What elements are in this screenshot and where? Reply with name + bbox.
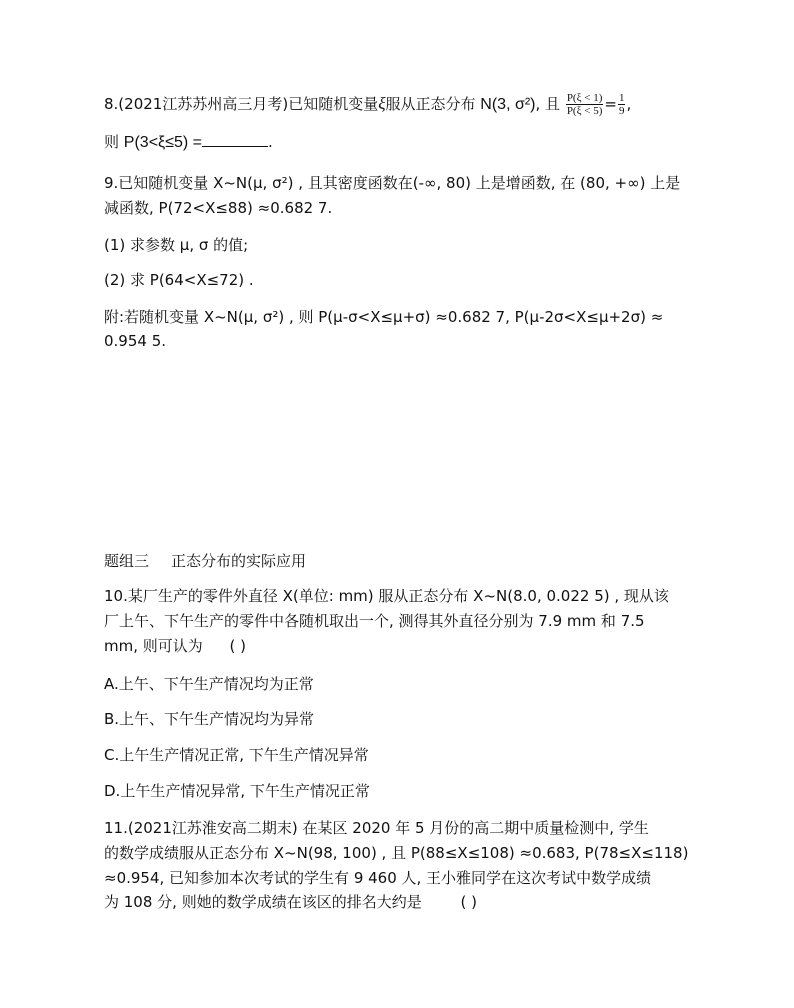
q9-note2: 0.954 5. [104, 332, 167, 350]
q11-line4-text: 为 108 分, 则她的数学成绩在该区的排名大约是 [104, 893, 422, 911]
q9-line2: 减函数, P(72<X≤88) ≈0.682 7. [104, 199, 333, 217]
q11-line2: 的数学成绩服从正态分布 X~N(98, 100) , 且 P(88≤X≤108) ≈0.683, P(78≤X≤118) [104, 844, 689, 862]
q10-line3-text: mm, 则可认为 [104, 637, 203, 655]
q10-option-c[interactable]: C.上午生产情况正常, 下午生产情况异常 [104, 746, 369, 764]
q10-option-b[interactable]: B.上午、下午生产情况均为异常 [104, 710, 315, 728]
q8-line1 [104, 92, 631, 117]
q9-line1: 9.已知随机变量 X~N(μ, σ²) , 且其密度函数在(-∞, 80) 上是增函数, 在 (80, +∞) 上是 [104, 174, 681, 192]
q10-option-a[interactable]: A.上午、下午生产情况均为正常 [104, 675, 314, 693]
q8-var: ξ [378, 94, 386, 113]
q11-line1: 11.(2021江苏淮安高二期末) 在某区 2020 年 5 月份的高二期中质量检测中, 学生 [104, 819, 649, 837]
group3-label: 题组三 [104, 552, 150, 570]
q10-line2: 厂上午、下午生产的零件中各随机取出一个, 测得其外直径分别为 7.9 mm 和 7.5 [104, 612, 645, 630]
q10-answer-paren[interactable]: ( ) [229, 637, 247, 655]
q8-fraction-left [566, 92, 604, 117]
q8-and: , 且 [535, 95, 561, 113]
q8-frac2-bottom: 9 [618, 105, 625, 117]
q8-line2-expr: P(3<ξ≤5) = [123, 134, 202, 151]
q10-option-d[interactable]: D.上午生产情况异常, 下午生产情况正常 [104, 782, 370, 800]
q8-line2-end: . [268, 133, 273, 151]
q8-eq: = [604, 95, 617, 113]
q8-prefix: 8.(2021江苏苏州高三月考)已知随机变量 [104, 95, 379, 113]
q9-sub1: (1) 求参数 μ, σ 的值; [104, 236, 249, 254]
q8-answer-blank[interactable] [202, 132, 268, 147]
q10-line1: 10.某厂生产的零件外直径 X(单位: mm) 服从正态分布 X~N(8.0, 0.022 5) , 现从该 [104, 587, 669, 605]
q11-line4 [104, 892, 477, 912]
q8-tail: , [626, 95, 632, 113]
q9-note1: 附:若随机变量 X~N(μ, σ²) , 则 P(μ-σ<X≤μ+σ) ≈0.682 7, P(μ-2σ<X≤μ+2σ) ≈ [104, 308, 664, 326]
q9-sub2: (2) 求 P(64<X≤72) . [104, 271, 254, 289]
q8-frac-bottom: P(ξ < 5) [566, 105, 603, 117]
q11-line3: ≈0.954, 已知参加本次考试的学生有 9 460 人, 王小雅同学在这次考试中数学成绩 [104, 869, 652, 887]
q8-line2 [104, 132, 273, 153]
group3-title: 正态分布的实际应用 [171, 552, 307, 570]
q11-answer-paren[interactable]: ( ) [460, 893, 477, 911]
q8-dist: N(3, σ²) [480, 96, 536, 113]
q8-frac-top: P(ξ < 1) [566, 92, 603, 104]
q8-fraction-right [618, 92, 626, 117]
q8-line2-prefix: 则 [104, 133, 120, 151]
q8-frac2-top: 1 [618, 92, 625, 104]
group3-heading [104, 551, 306, 571]
q8-mid: 服从正态分布 [385, 95, 476, 113]
q10-line3 [104, 636, 246, 656]
